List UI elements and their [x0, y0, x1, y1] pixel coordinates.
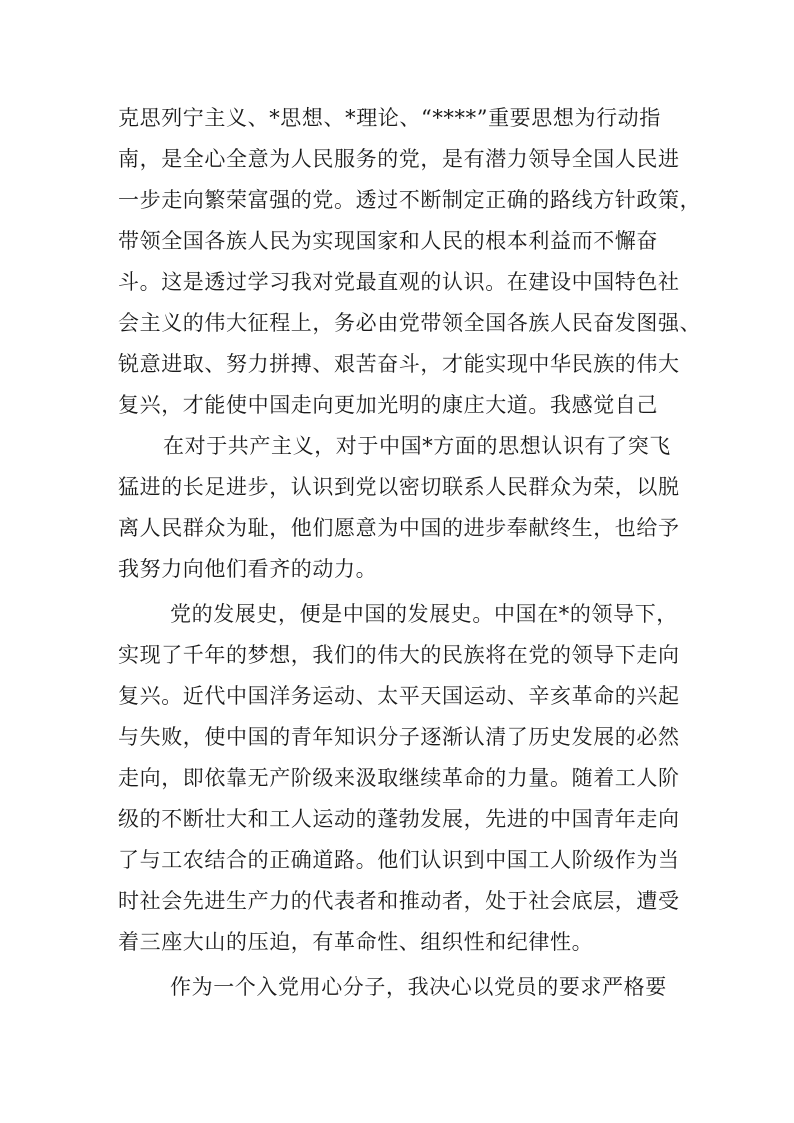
text-line: 猛进的长足进步，认识到党以密切联系人民群众为荣，以脱	[118, 475, 680, 499]
text-line: 实现了千年的梦想，我们的伟大的民族将在党的领导下走向	[118, 643, 680, 667]
text-line: 克思列宁主义、*思想、*理论、“****”重要思想为行动指	[118, 106, 661, 130]
text-line: 斗。这是透过学习我对党最直观的认识。在建设中国特色社	[118, 270, 680, 294]
text-line: 走向，即依靠无产阶级来汲取继续革命的力量。随着工人阶	[118, 766, 680, 790]
text-line: 锐意进取、努力拼搏、艰苦奋斗，才能实现中华民族的伟大	[118, 352, 680, 376]
text-line: 复兴，才能使中国走向更加光明的康庄大道。我感觉自己	[118, 393, 658, 417]
paragraph-first-line: 作为一个入党用心分子，我决心以党员的要求严格要	[170, 975, 667, 999]
paragraph-first-line: 党的发展史，便是中国的发展史。中国在*的领导下，	[170, 602, 678, 626]
text-line: 我努力向他们看齐的动力。	[118, 557, 378, 581]
text-line: 级的不断壮大和工人运动的蓬勃发展，先进的中国青年走向	[118, 807, 680, 831]
text-line: 了与工农结合的正确道路。他们认识到中国工人阶级作为当	[118, 848, 680, 872]
text-line: 着三座大山的压迫，有革命性、组织性和纪律性。	[118, 930, 594, 954]
text-line: 南，是全心全意为人民服务的党，是有潜力领导全国人民进	[118, 147, 680, 171]
paragraph-first-line: 在对于共产主义，对于中国*方面的思想认识有了突飞	[163, 434, 671, 458]
text-line: 带领全国各族人民为实现国家和人民的根本利益而不懈奋	[118, 229, 658, 253]
text-line: 复兴。近代中国洋务运动、太平天国运动、辛亥革命的兴起	[118, 684, 680, 708]
text-line: 离人民群众为耻，他们愿意为中国的进步奉献终生，也给予	[118, 516, 680, 540]
text-line: 会主义的伟大征程上，务必由党带领全国各族人民奋发图强、	[118, 311, 702, 335]
text-line: 一步走向繁荣富强的党。透过不断制定正确的路线方针政策，	[118, 188, 702, 212]
text-line: 与失败，使中国的青年知识分子逐渐认清了历史发展的必然	[118, 725, 680, 749]
text-line: 时社会先进生产力的代表者和推动者，处于社会底层，遭受	[118, 889, 680, 913]
